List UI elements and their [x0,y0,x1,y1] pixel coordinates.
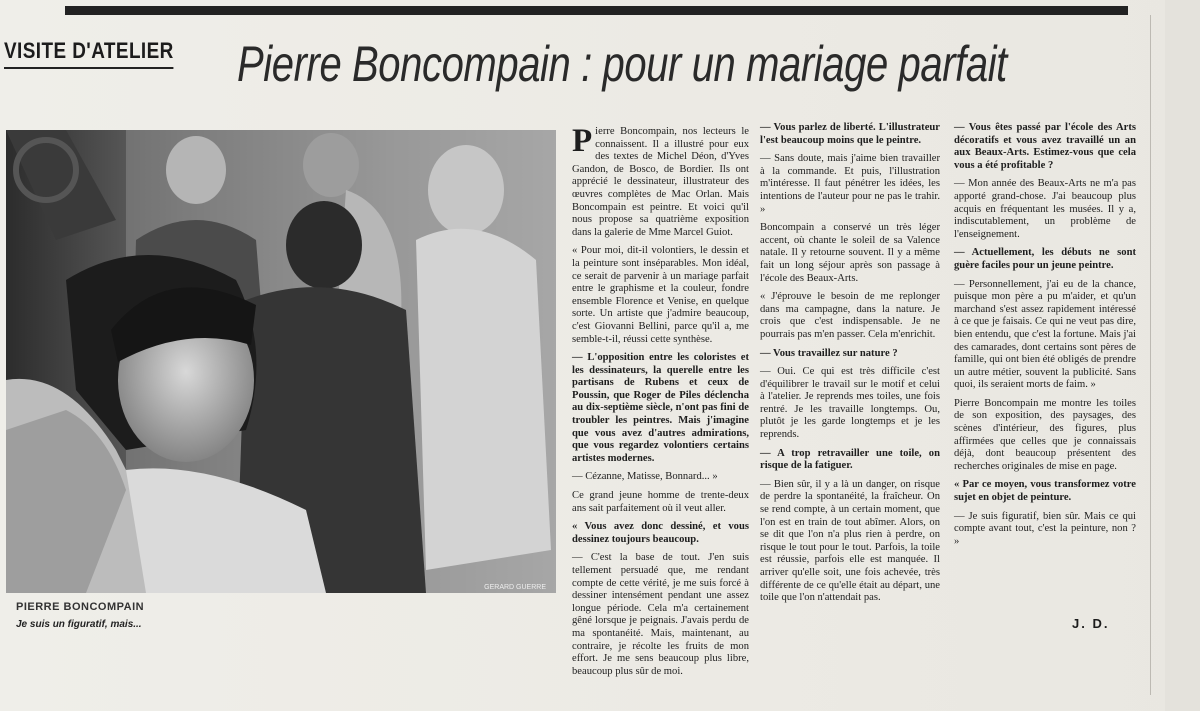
photo-caption-name: PIERRE BONCOMPAIN [16,601,145,613]
article-paragraph: « J'éprouve le besoin de me replonger dans ma campagne, dans la nature. Je crois que c'est indispensable. Je ne pourrais pas m'en passer. Cela m'enrichit. [760,291,940,340]
article-paragraph: « Pour moi, dit-il volontiers, le dessin et la peinture sont inséparables. Mon idéal, ce serait de parvenir à un mariage parfait entre le graphisme et la couleur, fondre ensemble Florence et Venise, en quelque sorte. Un artiste que j'admire beaucoup, c'est Giovanni Bellini, parce qu'il a, me semble-t-il, réussi cette synthèse. [572,245,749,345]
article-column-2 [760,122,940,611]
article-question: — L'opposition entre les coloristes et les dessinateurs, la querelle entre les partisans de Rubens et ceux de Poussin, que Roger de Piles déclencha au dix-septième siècle, n'ont pas fini de troubler les peintres. Mais j'imagine que vous avez d'autres admirations, que vous regardez volontiers certains artistes modernes. [572,352,749,464]
article-column-1 [572,123,749,684]
article-question: — Vous êtes passé par l'école des Arts décoratifs et vous avez travaillé un an aux Beaux-Arts. Estimez-vous que cela vous a été profitable ? [954,122,1136,171]
photo-credit: GERARD GUERRE [484,584,546,591]
article-paragraph: Pierre Boncompain me montre les toiles de son exposition, des paysages, des scènes d'intérieur, des figures, plus affirmées que celles que je connaissais déjà, dont beaucoup présentent des recherches originales de mise en page. [954,397,1136,472]
article-answer: — Sans doute, mais j'aime bien travailler à la commande. Et puis, l'illustration m'intéresse. Il faut pénétrer les idées, les intentions de l'auteur pour ne pas le trahir. » [760,153,940,215]
article-column-3 [954,122,1136,554]
article-question: — Vous travaillez sur nature ? [760,347,898,359]
page-edge [1165,0,1200,711]
section-rubric: VISITE D'ATELIER [4,38,174,69]
article-answer: — Je suis figuratif, bien sûr. Mais ce qui compte avant tout, c'est la peinture, non ? » [954,510,1136,547]
article-paragraph: Boncompain a conservé un très léger accent, où chante le soleil de sa Valence natale. Il y retourne souvent. Il y a même fait un long séjour après son passage à l'école des Beaux-Arts. [760,222,940,284]
dropcap: P [572,123,593,159]
page-fold [1150,15,1151,695]
article-question: « Par ce moyen, vous transformez votre sujet en objet de peinture. [954,479,1136,504]
article-question: « Vous avez donc dessiné, et vous dessinez toujours beaucoup. [572,521,749,545]
article-question: — Vous parlez de liberté. L'illustrateur l'est beaucoup moins que le peintre. [760,122,940,146]
article-paragraph: Ce grand jeune homme de trente-deux ans sait parfaitement où il veut aller. [572,490,749,514]
article-question: — Actuellement, les débuts ne sont guère faciles pour un jeune peintre. [954,247,1136,271]
article-intro: ierre Boncompain, nos lecteurs le connaissent. Il a illustré pour eux des textes de Michel Déon, d'Yves Gandon, de Bosco, de Bordier. Ils ont apprécié le dessinateur, illustrateur des œuvres complètes de Mac Orlan. Mais Boncompain est peintre. Et voici qu'il nous propose sa quatrième exposition dans la galerie de Mme Marcel Guiot. [572,126,749,238]
top-rule [65,6,1128,15]
photo-caption-quote: Je suis un figuratif, mais... [16,619,142,630]
photo-illustration [6,130,556,593]
article-answer: — Mon année des Beaux-Arts ne m'a pas apporté grand-chose. J'ai beaucoup plus acquis en fréquentant les musées. Il y a, indiscutablement, un problème de l'enseignement. [954,178,1136,240]
article-answer: — Oui. Ce qui est très difficile c'est d'équilibrer le travail sur le motif et celui à l'atelier. Je reprends mes toiles, une fois rentré. Je les travaille longtemps. Ou, plutôt je les garde longtemps et je les reprends. [760,366,940,441]
article-question: — A trop retravailler une toile, on risque de la fatiguer. [760,447,940,472]
article-answer: — Cézanne, Matisse, Bonnard... » [572,471,718,483]
article-answer: — Bien sûr, il y a là un danger, on risque de perdre la spontanéité, la fraîcheur. On se rend compte, à un certain moment, que l'on est en train de tout abîmer. Alors, on se dit que l'on n'a plus rien à perdre, on risque le tout pour le tout. Parfois, la toile est réussie, parfois elle est manquée. Il arriver qu'elle soit, une fois achevée, très différente de ce qu'elle était au départ, une toile que l'on n'attendait pas. [760,478,940,604]
artist-photo [6,130,556,593]
author-signature: J. D. [1072,616,1110,631]
article-answer: — Personnellement, j'ai eu de la chance, puisque mon père a pu m'aider, et qu'un marchand s'est assez rapidement intéressé à ce que je faisais. Ce qui ne veut pas dire, bien entendu, que c'est la fortune. Mais j'ai des camarades, dont certains sont pères de famille, qui ont bien été obligés de prendre un autre métier, souvent la publicité. Sans quoi, ils seraient morts de faim. » [954,278,1136,391]
article-headline: Pierre Boncompain : pour un mariage parfait [237,36,1007,92]
article-answer: — C'est la base de tout. J'en suis tellement persuadé que, me rendant compte de cette vérité, je me suis forcé à dessiner intensément pendant une assez longue période. Cela m'a certainement gêné lorsque je peignais. J'avais perdu de ma spontanéité. Mais, maintenant, au contraire, je récolte les fruits de mon effort. Je me sens beaucoup plus libre, beaucoup plus sûr de moi. [572,552,749,677]
